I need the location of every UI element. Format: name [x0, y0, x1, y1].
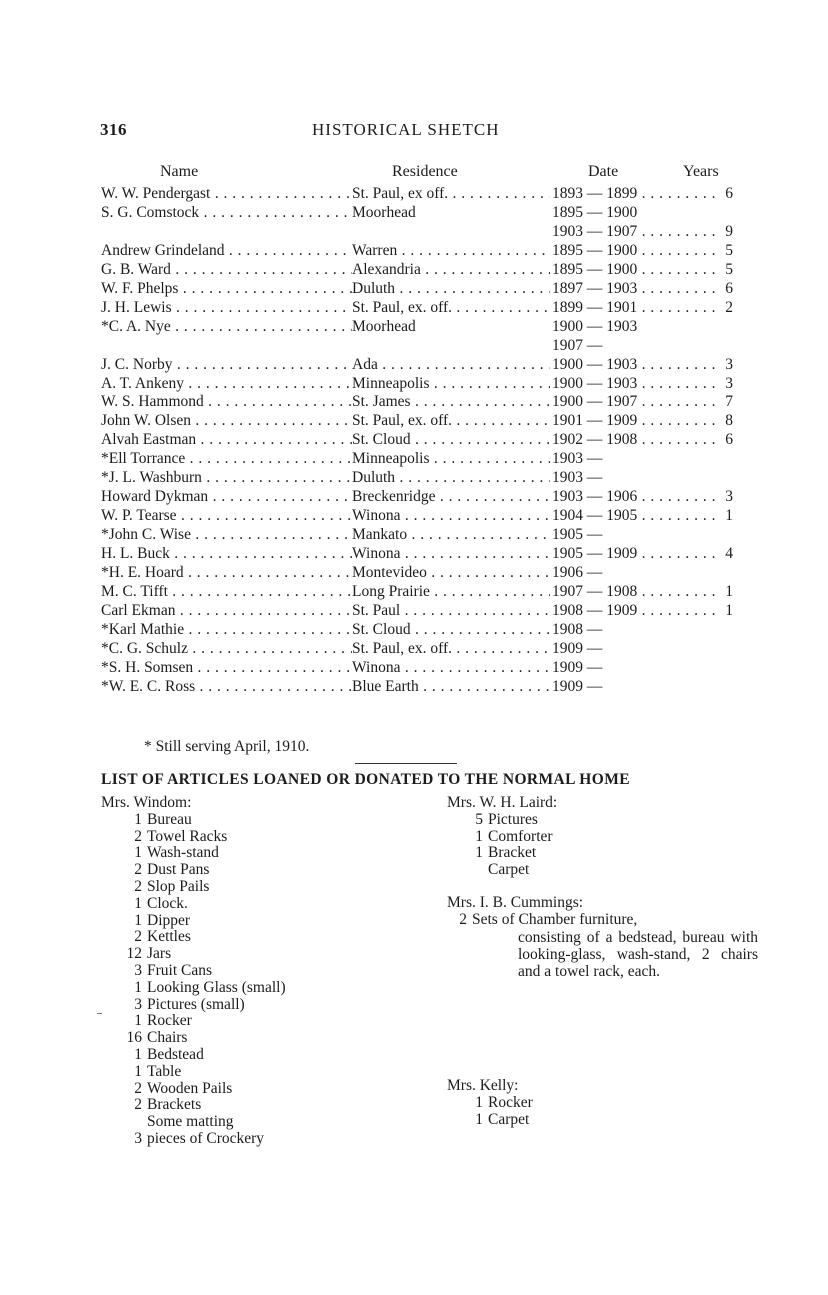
cell-name: *C. A. Nye . . . — [101, 318, 352, 336]
item-desc: Pictures (small) — [147, 995, 245, 1013]
cell-years: 3 — [725, 488, 733, 506]
item-desc: Fruit Cans — [147, 961, 213, 979]
cell-years: 3 — [725, 355, 733, 373]
cell-name: Andrew Grindeland . . . — [101, 242, 352, 260]
cell-name: A. T. Ankeny . . . — [101, 375, 352, 393]
cell-name: Howard Dykman . . . — [101, 488, 352, 506]
cell-date: 1901 — 1909 . . . — [552, 412, 720, 430]
cell-years: 5 — [725, 260, 733, 278]
cell-years: 2 — [725, 298, 733, 316]
cell-date: 1900 — 1903 — [552, 317, 638, 335]
list-item — [122, 1030, 286, 1047]
page-number: 316 — [100, 120, 127, 139]
list-item — [122, 1131, 286, 1148]
cell-date: 1900 — 1903 . . . — [552, 356, 720, 374]
item-qty: 1 — [134, 911, 142, 929]
list-item — [122, 963, 286, 980]
cell-date: 1895 — 1900 . . . — [552, 261, 720, 279]
cell-date: 1907 — 1908 . . . — [552, 583, 720, 601]
item-qty: 2 — [134, 877, 142, 895]
list-item — [122, 879, 286, 896]
item-desc: Pictures — [488, 810, 538, 828]
cell-name: W. P. Tearse . . . — [101, 507, 352, 525]
table-row — [0, 640, 828, 658]
cell-date: 1893 — 1899 . . . — [552, 185, 720, 203]
item-qty: 16 — [126, 1029, 142, 1047]
list-item — [122, 1047, 286, 1064]
table-row — [0, 526, 828, 544]
item-desc-continuation: consisting of a bedstead, bureau with looking-glass, wash-stand, 2 chairs and a towel rack, each. — [518, 928, 758, 980]
item-qty: 1 — [134, 1045, 142, 1063]
item-desc: Carpet — [488, 861, 530, 879]
cell-residence: Minneapolis . . . — [352, 375, 550, 393]
cell-date: 1895 — 1900 . . . — [552, 242, 720, 260]
list-item — [122, 1013, 286, 1030]
table-row — [0, 185, 828, 203]
table-row — [0, 545, 828, 563]
cell-name: G. B. Ward . . . — [101, 261, 352, 279]
cell-name: H. L. Buck . . . — [101, 545, 352, 563]
running-head: HISTORICAL SHETCH — [312, 120, 500, 139]
item-qty: 2 — [134, 1096, 142, 1114]
item-desc: Jars — [147, 945, 172, 963]
cell-date: 1904 — 1905 . . . — [552, 507, 720, 525]
item-qty: 1 — [134, 810, 142, 828]
column-header-residence: Residence — [392, 163, 458, 180]
item-desc: Sets of Chamber furniture, — [472, 910, 638, 928]
list-item — [122, 1064, 286, 1081]
cell-date: 1908 — 1909 . . . — [552, 602, 720, 620]
donor-name: Mrs. Windom: — [101, 794, 192, 811]
donor-windom — [101, 795, 286, 1148]
table-row — [0, 659, 828, 677]
margin-mark — [97, 1013, 102, 1014]
table-row — [0, 450, 828, 468]
cell-name: W. W. Pendergast . . . — [101, 185, 352, 203]
cell-years: 1 — [725, 582, 733, 600]
cell-years: 1 — [725, 507, 733, 525]
item-desc: Wooden Pails — [147, 1079, 233, 1097]
cell-residence: St. Cloud . . . — [352, 621, 550, 639]
list-item — [122, 1097, 286, 1114]
item-desc: Table — [147, 1062, 182, 1080]
cell-name: Carl Ekman . . . — [101, 602, 352, 620]
list-item — [122, 997, 286, 1014]
cell-date: 1909 — — [552, 639, 603, 657]
table-row — [0, 678, 828, 696]
cell-date: 1902 — 1908 . . . — [552, 431, 720, 449]
cell-residence: Minneapolis . . . — [352, 450, 550, 468]
cell-date: 1903 — 1906 . . . — [552, 488, 720, 506]
donor-name: Mrs. W. H. Laird: — [447, 794, 558, 811]
list-item — [122, 946, 286, 963]
donor-cummings — [447, 895, 758, 980]
cell-date: 1905 — 1909 . . . — [552, 545, 720, 563]
table-row — [0, 602, 828, 620]
item-desc: pieces of Crockery — [147, 1129, 265, 1147]
cell-name: J. C. Norby . . . — [101, 356, 352, 374]
cell-date: 1903 — — [552, 450, 603, 468]
cell-name: *W. E. C. Ross . . . — [101, 678, 352, 696]
item-qty: 2 — [459, 910, 467, 928]
cell-residence: St. James . . . — [352, 393, 550, 411]
cell-residence: Long Prairie . . . — [352, 583, 550, 601]
cell-years: 6 — [725, 279, 733, 297]
item-desc: Dipper — [147, 911, 191, 929]
cell-name: *H. E. Hoard . . . — [101, 564, 352, 582]
table-row — [0, 431, 828, 449]
cell-name: *S. H. Somsen . . . — [101, 659, 352, 677]
item-desc: Carpet — [488, 1110, 530, 1128]
cell-date: 1900 — 1907 . . . — [552, 393, 720, 411]
cell-residence: Alexandria . . . — [352, 261, 550, 279]
list-item — [122, 812, 286, 829]
cell-years: 6 — [725, 185, 733, 202]
item-desc: Chairs — [147, 1029, 188, 1047]
item-qty: 2 — [134, 928, 142, 946]
table-row — [0, 299, 828, 317]
cell-residence: St. Paul, ex. off. . . . — [352, 299, 550, 317]
cell-name: *J. L. Washburn . . . — [101, 469, 352, 487]
item-qty: 1 — [134, 1062, 142, 1080]
cell-name: *John C. Wise . . . — [101, 526, 352, 544]
cell-name: *Karl Mathie . . . — [101, 621, 352, 639]
item-list — [463, 1095, 533, 1129]
item-qty: 1 — [475, 1093, 483, 1111]
cell-residence: Breckenridge . . . — [352, 488, 550, 506]
item-qty: 12 — [126, 945, 142, 963]
cell-name: M. C. Tifft . . . — [101, 583, 352, 601]
cell-residence: St. Cloud . . . — [352, 431, 550, 449]
item-list — [463, 812, 557, 879]
table-row — [0, 507, 828, 525]
item-qty: 3 — [134, 961, 142, 979]
item-desc: Slop Pails — [147, 877, 210, 895]
donor-laird — [447, 795, 557, 879]
cell-date: 1903 — 1907 . . . — [552, 223, 720, 241]
item-desc: Rocker — [147, 1012, 192, 1030]
cell-years: 7 — [725, 393, 733, 411]
list-item — [122, 929, 286, 946]
column-header-name: Name — [160, 163, 199, 180]
cell-years: 5 — [725, 241, 733, 259]
cell-residence: Ada . . . — [352, 356, 550, 374]
table-row — [0, 261, 828, 279]
item-list — [122, 812, 286, 1148]
list-title: LIST OF ARTICLES LOANED OR DONATED TO THE NORMAL HOME — [101, 771, 630, 788]
cell-years: 4 — [725, 545, 733, 563]
list-item — [463, 812, 557, 829]
list-item — [463, 862, 557, 879]
footnote: * Still serving April, 1910. — [144, 738, 310, 755]
cell-name: John W. Olsen . . . — [101, 412, 352, 430]
item-qty: 1 — [134, 978, 142, 996]
list-item — [122, 1081, 286, 1098]
table-row — [0, 375, 828, 393]
cell-residence: St. Paul, ex. off. . . . — [352, 412, 550, 430]
cell-residence: Mankato . . . — [352, 526, 550, 544]
list-item — [463, 1112, 533, 1129]
table-row — [0, 469, 828, 487]
column-header-date: Date — [588, 163, 619, 180]
section-rule — [355, 763, 457, 764]
table-row — [0, 412, 828, 430]
item-desc: Bureau — [147, 810, 192, 828]
list-item — [122, 896, 286, 913]
item-desc: Rocker — [488, 1093, 533, 1111]
item-qty: 1 — [134, 894, 142, 912]
list-item — [122, 862, 286, 879]
item-desc: Comforter — [488, 827, 553, 845]
item-qty: 1 — [134, 1012, 142, 1030]
item-qty: 3 — [134, 995, 142, 1013]
cell-date: 1895 — 1900 — [552, 203, 638, 221]
item-qty: 2 — [134, 827, 142, 845]
cell-years: 9 — [725, 222, 733, 240]
item-desc: Wash-stand — [147, 844, 219, 862]
cell-date: 1909 — — [552, 658, 603, 676]
cell-residence: Winona . . . — [352, 507, 550, 525]
item-desc: Brackets — [147, 1096, 202, 1114]
list-item — [122, 913, 286, 930]
cell-residence: St. Paul, ex off. . . . — [352, 185, 550, 203]
column-header-years: Years — [683, 163, 719, 180]
donor-kelly — [447, 1078, 533, 1128]
cell-date: 1897 — 1903 . . . — [552, 280, 720, 298]
table-row — [0, 488, 828, 506]
table-row — [0, 204, 828, 222]
cell-date: 1908 — — [552, 620, 603, 638]
cell-date: 1906 — — [552, 564, 603, 581]
cell-residence: St. Paul, ex. off. . . . — [352, 640, 550, 658]
table-row — [0, 393, 828, 411]
table-row — [0, 242, 828, 260]
cell-date: 1909 — — [552, 677, 603, 695]
item-desc: Dust Pans — [147, 861, 210, 879]
donor-name: Mrs. I. B. Cummings: — [447, 894, 584, 911]
cell-date: 1907 — — [552, 336, 603, 354]
cell-years: 6 — [725, 431, 733, 449]
item-qty: 1 — [475, 827, 483, 845]
item-desc: Some matting — [147, 1113, 234, 1131]
list-item — [447, 912, 758, 929]
cell-date: 1899 — 1901 . . . — [552, 299, 720, 317]
list-item — [463, 1095, 533, 1112]
list-item — [463, 845, 557, 862]
cell-residence: Duluth . . . — [352, 280, 550, 298]
list-item — [122, 980, 286, 997]
cell-residence: Montevideo . . . — [352, 564, 550, 582]
item-desc: Bedstead — [147, 1045, 204, 1063]
cell-years: 8 — [725, 412, 733, 430]
cell-years: 3 — [725, 374, 733, 392]
list-item — [122, 845, 286, 862]
item-qty: 2 — [134, 1079, 142, 1097]
table-row — [0, 621, 828, 639]
cell-name: S. G. Comstock . . . — [101, 204, 352, 222]
table-row — [0, 564, 828, 582]
item-desc: Towel Racks — [147, 827, 228, 845]
cell-residence: Winona . . . — [352, 659, 550, 677]
cell-date: 1903 — — [552, 469, 603, 487]
item-qty: 1 — [475, 844, 483, 862]
item-desc: Clock. — [147, 894, 188, 912]
cell-residence: St. Paul . . . — [352, 602, 550, 620]
table-row — [0, 223, 828, 241]
cell-residence: Blue Earth . . . — [352, 678, 550, 696]
cell-residence: Moorhead — [352, 317, 416, 335]
item-desc: Bracket — [488, 844, 537, 862]
item-desc: Kettles — [147, 928, 191, 946]
list-item — [122, 1114, 286, 1131]
item-desc: Looking Glass (small) — [147, 978, 286, 996]
cell-name: *Ell Torrance . . . — [101, 450, 352, 468]
item-qty: 3 — [134, 1129, 142, 1147]
donor-name: Mrs. Kelly: — [447, 1077, 519, 1094]
item-qty: 2 — [134, 861, 142, 879]
cell-name: J. H. Lewis . . . — [101, 299, 352, 317]
cell-name: W. S. Hammond . . . — [101, 393, 352, 411]
table-row — [0, 318, 828, 336]
item-qty: 1 — [134, 844, 142, 862]
list-item — [463, 829, 557, 846]
cell-name: *C. G. Schulz . . . — [101, 640, 352, 658]
table-row — [0, 280, 828, 298]
cell-date: 1900 — 1903 . . . — [552, 375, 720, 393]
cell-residence: Duluth . . . — [352, 469, 550, 487]
cell-residence: Winona . . . — [352, 545, 550, 563]
item-qty: 5 — [475, 810, 483, 828]
cell-name: W. F. Phelps . . . — [101, 280, 352, 298]
item-qty: 1 — [475, 1110, 483, 1128]
list-item — [122, 829, 286, 846]
table-row — [0, 356, 828, 374]
cell-residence: Warren . . . — [352, 242, 550, 260]
table-row — [0, 583, 828, 601]
cell-date: 1905 — — [552, 526, 603, 544]
table-row — [0, 337, 828, 355]
cell-residence: Moorhead — [352, 203, 416, 221]
cell-name: Alvah Eastman . . . — [101, 431, 352, 449]
cell-years: 1 — [725, 601, 733, 619]
